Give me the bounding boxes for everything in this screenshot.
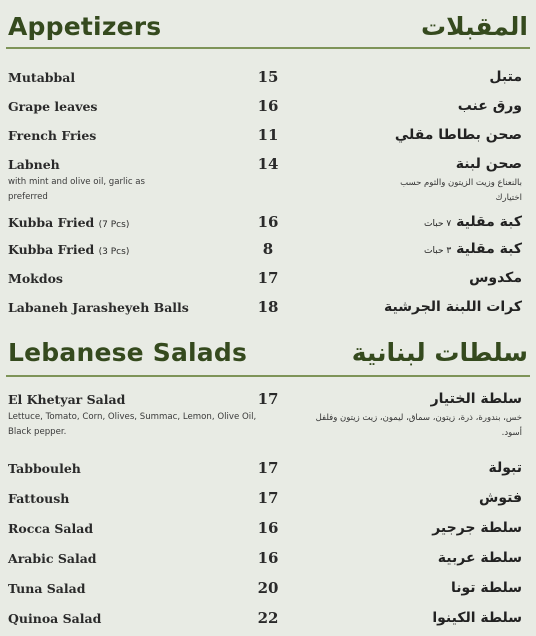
item-name-en: Fattoush <box>8 491 70 506</box>
item-price: 16 <box>257 213 279 231</box>
item-price: 17 <box>257 489 279 507</box>
salads-divider <box>6 375 530 377</box>
item-name-en: Kubba Fried (3 Pcs) <box>8 242 130 257</box>
item-name-en: Labaneh Jarasheyeh Balls <box>8 300 189 315</box>
item-name-ar: فتوش <box>479 490 522 506</box>
item-name-en: Rocca Salad <box>8 521 94 536</box>
item-name-en: Tabbouleh <box>8 461 81 476</box>
item-name-ar: سلطة تونا <box>450 580 522 596</box>
item-description-ar: خس، بندورة، ذرة، زيتون، سماق، ليمون، زيت زيتون وفلفل أسود. <box>315 413 522 438</box>
item-description-en: Lettuce, Tomato, Corn, Olives, Summac, Lemon, Olive Oil, Black pepper. <box>8 412 257 437</box>
item-name-ar: صحن بطاطا مقلي <box>394 127 522 143</box>
item-name-ar: سلطة الكينوا <box>432 610 522 626</box>
appetizers-divider <box>6 47 530 49</box>
item-name-en: Grape leaves <box>8 99 98 114</box>
item-quantity-en: (7 Pcs) <box>98 220 130 230</box>
appetizers-title-ar: المقبلات <box>420 12 528 41</box>
item-name-ar: ورق عنب <box>457 98 522 114</box>
item-quantity-ar: ٧ حبات <box>424 219 452 229</box>
salads-title-ar: سلطات لبنانية <box>351 338 528 367</box>
item-price: 17 <box>257 459 279 477</box>
item-name-en: Quinoa Salad <box>8 611 102 626</box>
item-name-en: French Fries <box>8 128 97 143</box>
item-description-ar: بالنعناع وزيت الزيتون والثوم حسب اختيارك <box>400 178 522 203</box>
item-price: 20 <box>257 579 279 597</box>
item-name-ar: كبة مقلية ٣ حبات <box>424 241 522 257</box>
salads-title-en: Lebanese Salads <box>8 338 248 367</box>
item-name-ar: مكدوس <box>469 270 522 286</box>
item-price: 14 <box>257 155 279 173</box>
item-name-ar: سلطة جرجير <box>432 520 522 536</box>
item-price: 11 <box>257 126 279 144</box>
appetizers-title-en: Appetizers <box>8 12 162 41</box>
item-name-en: Mokdos <box>8 271 63 286</box>
item-name-ar: تبولة <box>488 460 522 476</box>
item-name-ar: سلطة عربية <box>437 550 522 566</box>
item-quantity-en: (3 Pcs) <box>98 247 130 257</box>
salads-header <box>0 338 536 378</box>
item-name-en: Arabic Salad <box>8 551 97 566</box>
item-name-en: Labneh <box>8 157 60 172</box>
item-name-ar: كرات اللبنة الجرشية <box>384 299 522 315</box>
item-name-ar: كبة مقلية ٧ حبات <box>424 214 522 230</box>
item-name-ar: متبل <box>489 69 522 85</box>
item-price: 16 <box>257 549 279 567</box>
appetizers-header <box>0 12 536 52</box>
item-name-en: El Khetyar Salad <box>8 392 126 407</box>
item-price: 17 <box>257 390 279 408</box>
item-name-en: Mutabbal <box>8 70 76 85</box>
item-name-ar: صحن لبنة <box>455 156 522 172</box>
item-description-en: with mint and olive oil, garlic as preferred <box>8 177 146 202</box>
item-price: 16 <box>257 519 279 537</box>
item-name-en: Kubba Fried (7 Pcs) <box>8 215 130 230</box>
item-price: 8 <box>262 240 274 258</box>
item-name-en: Tuna Salad <box>8 581 86 596</box>
item-price: 17 <box>257 269 279 287</box>
item-price: 22 <box>257 609 279 627</box>
item-price: 16 <box>257 97 279 115</box>
item-quantity-ar: ٣ حبات <box>424 246 452 256</box>
item-price: 15 <box>257 68 279 86</box>
item-price: 18 <box>257 298 279 316</box>
item-name-ar: سلطة الختيار <box>430 391 522 407</box>
